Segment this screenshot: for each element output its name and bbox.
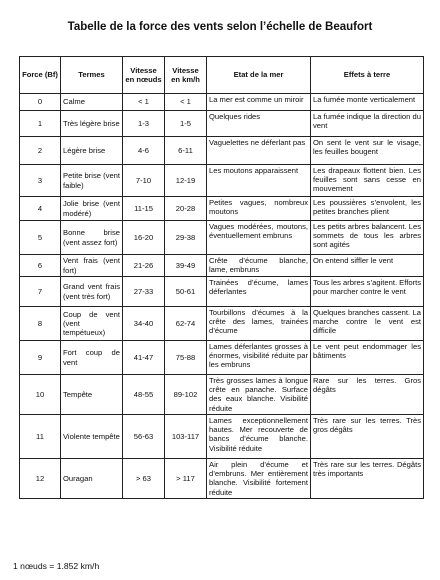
cell-termes: Petite brise (vent faible) [61,165,123,197]
cell-kmh: > 117 [165,459,207,499]
table-row [20,94,424,111]
cell-noeuds: 34-40 [123,307,165,341]
cell-terre: On sent le vent sur le visage, les feuilles bougent [311,137,424,165]
cell-force: 2 [20,137,61,165]
cell-mer: Les moutons apparaissent [207,165,311,197]
cell-noeuds: 1-3 [123,111,165,137]
cell-noeuds: 41-47 [123,341,165,375]
cell-terre: La fumée indique la direction du vent [311,111,424,137]
cell-termes: Très légère brise [61,111,123,137]
table-row [20,111,424,137]
cell-terre: Rare sur les terres. Gros dégâts [311,375,424,415]
cell-mer: Crête d’écume blanche, lame, embruns [207,255,311,277]
cell-termes: Vent frais (vent fort) [61,255,123,277]
cell-force: 8 [20,307,61,341]
cell-terre: Le vent peut endommager les bâtiments [311,341,424,375]
cell-noeuds: 16-20 [123,221,165,255]
cell-terre: Très rare sur les terres. Très gros dégâts [311,415,424,459]
cell-mer: Trainées d’écume, lames déferlantes [207,277,311,307]
cell-mer: Lames exceptionnellement hautes. Mer recouverte de bancs d’écume blanche. Visibilité réduite [207,415,311,459]
cell-kmh: 39-49 [165,255,207,277]
cell-terre: Les drapeaux flottent bien. Les feuilles sont sans cesse en mouvement [311,165,424,197]
cell-kmh: 6-11 [165,137,207,165]
cell-force: 5 [20,221,61,255]
table-row [20,459,424,499]
cell-mer: Tourbillons d’écumes à la crête des lames, trainées d’écume [207,307,311,341]
cell-force: 4 [20,197,61,221]
cell-force: 0 [20,94,61,111]
cell-noeuds: 21-26 [123,255,165,277]
cell-termes: Coup de vent (vent tempétueux) [61,307,123,341]
column-header-force: Force (Bf) [20,57,61,94]
cell-force: 1 [20,111,61,137]
cell-kmh: 12-19 [165,165,207,197]
cell-terre: Les petits arbres balancent. Les sommets de tous les arbres sont agités [311,221,424,255]
cell-force: 11 [20,415,61,459]
table-row [20,197,424,221]
cell-terre: Les poussières s’envolent, les petites branches plient [311,197,424,221]
cell-force: 6 [20,255,61,277]
cell-kmh: 103-117 [165,415,207,459]
column-header-termes: Termes [61,57,123,94]
cell-kmh: 1-5 [165,111,207,137]
cell-force: 3 [20,165,61,197]
cell-kmh: 29-38 [165,221,207,255]
cell-mer: Très grosses lames à longue crête en panache. Surface des eaux blanche. Visibilité réduite [207,375,311,415]
table-row [20,375,424,415]
cell-termes: Légère brise [61,137,123,165]
table-row [20,221,424,255]
footnote: 1 nœuds = 1.852 km/h [13,561,100,571]
table-row [20,307,424,341]
cell-termes: Tempête [61,375,123,415]
cell-noeuds: 7-10 [123,165,165,197]
cell-noeuds: 27-33 [123,277,165,307]
cell-noeuds: 56-63 [123,415,165,459]
cell-force: 7 [20,277,61,307]
table-row [20,165,424,197]
cell-noeuds: 4-6 [123,137,165,165]
table-row [20,277,424,307]
cell-kmh: 89-102 [165,375,207,415]
table-body [20,94,424,499]
cell-noeuds: > 63 [123,459,165,499]
table-row [20,255,424,277]
beaufort-table [19,56,424,499]
cell-mer: Vagues modérées, moutons, éventuellement embruns [207,221,311,255]
cell-termes: Grand vent frais (vent très fort) [61,277,123,307]
cell-force: 10 [20,375,61,415]
cell-mer: Lames déferlantes grosses à énormes, visibilité réduite par les embruns [207,341,311,375]
column-header-noeuds: Vitesse en nœuds [123,57,165,94]
cell-kmh: 50-61 [165,277,207,307]
cell-terre: Tous les arbres s’agitent. Efforts pour marcher contre le vent [311,277,424,307]
cell-mer: Petites vagues, nombreux moutons [207,197,311,221]
column-header-mer: Etat de la mer [207,57,311,94]
cell-mer: La mer est comme un miroir [207,94,311,111]
cell-kmh: 20-28 [165,197,207,221]
cell-termes: Jolie brise (vent modéré) [61,197,123,221]
cell-terre: La fumée monte verticalement [311,94,424,111]
cell-mer: Vaguelettes ne déferlant pas [207,137,311,165]
cell-mer: Quelques rides [207,111,311,137]
table-row [20,415,424,459]
cell-terre: On entend siffler le vent [311,255,424,277]
cell-termes: Bonne brise (vent assez fort) [61,221,123,255]
table-row [20,137,424,165]
cell-kmh: 75-88 [165,341,207,375]
cell-noeuds: 48-55 [123,375,165,415]
column-header-kmh: Vitesse en km/h [165,57,207,94]
page-title: Tabelle de la force des vents selon l’échelle de Beaufort [67,21,373,33]
cell-terre: Quelques branches cassent. La marche contre le vent est difficile [311,307,424,341]
cell-kmh: 62-74 [165,307,207,341]
column-header-terre: Effets à terre [311,57,424,94]
cell-terre: Très rare sur les terres. Dégâts très importants [311,459,424,499]
cell-termes: Ouragan [61,459,123,499]
cell-termes: Fort coup de vent [61,341,123,375]
cell-termes: Violente tempête [61,415,123,459]
cell-noeuds: 11-15 [123,197,165,221]
cell-kmh: < 1 [165,94,207,111]
cell-force: 9 [20,341,61,375]
cell-mer: Air plein d’écume et d’embruns. Mer entièrement blanche. Visibilité fortement réduite [207,459,311,499]
cell-termes: Calme [61,94,123,111]
cell-noeuds: < 1 [123,94,165,111]
table-header-row [20,57,424,94]
cell-force: 12 [20,459,61,499]
table-row [20,341,424,375]
